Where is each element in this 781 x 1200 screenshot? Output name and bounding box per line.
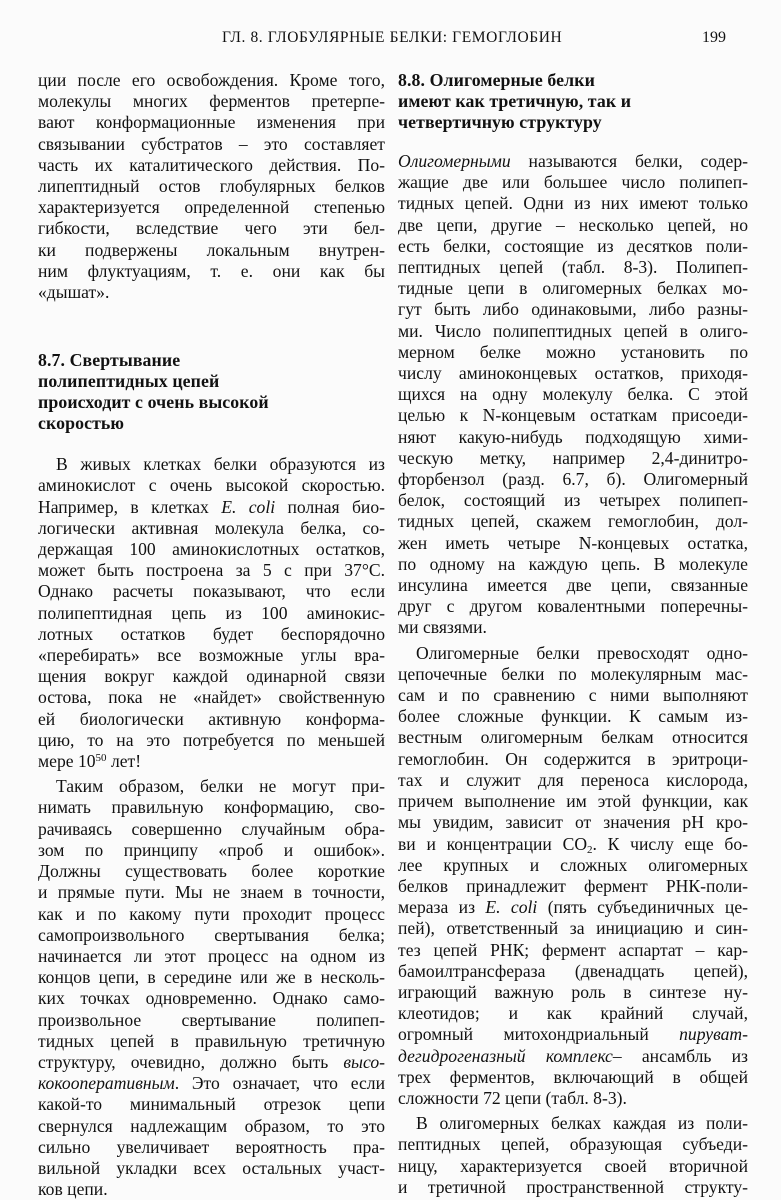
text-line: рачиваясь совершенно случайным обра- — [38, 818, 385, 839]
text-line: логически активная молекула белка, со- — [38, 517, 385, 538]
text-line: липептидный остов глобулярных белков — [38, 176, 385, 197]
text-line: сложности 72 цепи (табл. 8-3). — [398, 1087, 627, 1108]
text-line: вают конформационные изменения при — [38, 112, 385, 133]
text-line: кокооперативным. Это означает, что если — [38, 1073, 385, 1094]
text-line: Однако расчеты показывают, что если — [38, 581, 385, 602]
text-line: тах и служит для переноса кислорода, — [398, 769, 748, 790]
text-line: свернулся надлежащим образом, то это — [38, 1115, 385, 1136]
text-line: дегидрогеназный комплекс– ансамбль из — [398, 1045, 748, 1066]
text-line: тидных цепей. Одни из них имеют только — [398, 193, 748, 214]
heading-line: полипептидных цепей — [38, 371, 220, 392]
italic-term: Олигомерными — [398, 151, 511, 171]
text-line: гибкости, вследствие чего эти бел- — [38, 218, 385, 239]
text-line: начинается ли этот процесс на одном из — [38, 945, 385, 966]
heading-line: скоростью — [38, 413, 125, 434]
running-title: ГЛ. 8. ГЛОБУЛЯРНЫЕ БЕЛКИ: ГЕМОГЛОБИН — [222, 29, 563, 46]
italic-species: E. coli — [221, 496, 276, 517]
text-line: белок, состоящий из четырех полипеп- — [398, 490, 748, 511]
text-line: цию, то на это потребуется по меньшей — [38, 729, 385, 750]
exponent: 50 — [95, 752, 107, 765]
heading-line: 8.8. Олигомерные белки — [398, 70, 595, 90]
running-head — [0, 29, 781, 51]
page-number: 199 — [702, 29, 726, 46]
paragraph-8-7-2 — [38, 776, 385, 1200]
continuation-paragraph — [38, 70, 385, 303]
text-line: ки подвержены локальным внутрен- — [38, 239, 385, 260]
text-line: вильной укладки всех остальных участ- — [38, 1157, 385, 1178]
text-line: остова, пока не «найдет» свойственную — [38, 687, 385, 708]
text-line: самопроизвольного свертывания белка; — [38, 924, 385, 945]
text-line: лотных остатков будет беспорядочно — [38, 623, 385, 644]
text-line: трех ферментов, включающий в общей — [398, 1066, 748, 1087]
text-line: молекулы многих ферментов претерпе- — [38, 91, 385, 112]
left-column — [38, 70, 385, 1200]
text-line: играющий важную роль в синтезе ну- — [398, 981, 748, 1002]
text-line: держащая 100 аминокислотных остатков, — [38, 539, 385, 560]
text-line: мерном белке можно установить по — [398, 341, 748, 362]
text-line: ми связями. — [398, 617, 487, 638]
text-line: Например, в клетках E. coli полная био- — [38, 496, 385, 517]
italic-term: пируват- — [679, 1024, 748, 1045]
paragraph-8-8-3 — [398, 1113, 748, 1198]
text-line: тидных цепей, скажем гемоглобин, дол- — [398, 511, 748, 532]
text-line: ницу, характеризуется своей вторичной — [398, 1155, 748, 1176]
italic-term: высо- — [343, 1051, 385, 1072]
text-line: по одному на каждую цепь. В молекуле — [398, 553, 748, 574]
text-line: Таким образом, белки не могут при- — [56, 776, 385, 797]
text-line: пептидных цепей, образующая субъеди- — [398, 1134, 748, 1155]
text-line: нимать правильную конформацию, сво- — [38, 797, 385, 818]
text-line: жен иметь четыре N-концевых остатка, — [398, 532, 748, 553]
text-line: В олигомерных белках каждая из поли- — [416, 1113, 748, 1134]
text-line: сам и по сравнению с ними выполняют — [398, 685, 748, 706]
text-line: тидных цепей в правильную третичную — [38, 1030, 385, 1051]
text-line: сильно увеличивает вероятность пра- — [38, 1136, 385, 1157]
text-line: ей биологически активную конформа- — [38, 708, 385, 729]
text-line: пей), ответственный за инициацию и син- — [398, 918, 748, 939]
text-line: целью к N-концевым остаткам присоеди- — [398, 405, 748, 426]
text-line: и прямые пути. Мы не знаем в точности, — [38, 882, 385, 903]
section-heading-8-7 — [38, 350, 385, 434]
text-line: есть белки, состоящие из десятков поли- — [398, 235, 748, 256]
text-line: как и по какому пути проходит процесс — [38, 903, 385, 924]
heading-line: четвертичную структуру — [398, 112, 602, 132]
text-line: вестным олигомерным белкам относится — [398, 727, 748, 748]
text-line: две цепи, другие – несколько цепей, но — [398, 214, 748, 235]
text-line: инсулина имеется две цепи, связанные — [398, 575, 748, 596]
text-line: Олигомерными называются белки, содер- — [398, 151, 749, 171]
text-line: произвольное свертывание полипеп- — [38, 1009, 385, 1030]
text-line: числу аминоконцевых остатков, приходя- — [398, 363, 748, 384]
text-line: «дышат». — [38, 282, 110, 303]
text-line: щихся на одну молекулу белка. С этой — [398, 384, 748, 405]
text-line: мы увидим, зависит от значения pH кро- — [398, 812, 748, 833]
section-heading-8-8 — [398, 70, 748, 133]
paragraph-8-8-1 — [398, 151, 748, 639]
text-line: ков цепи. — [38, 1179, 108, 1200]
italic-species: E. coli — [485, 897, 538, 918]
text-line: ви и концентрации $CO_2$. К числу еще бо- — [398, 833, 748, 856]
text-line: ми. Число полипептидных цепей в олиго- — [398, 320, 748, 341]
text-line: мере $10^{50}$ лет! — [38, 751, 142, 772]
text-line: ких точках одновременно. Однако само- — [38, 988, 385, 1009]
heading-line: происходит с очень высокой — [38, 392, 269, 413]
text-line: часть их каталитического действия. По- — [38, 154, 385, 175]
text-line: белков принадлежит фермент РНК-поли- — [398, 875, 748, 896]
heading-line: имеют как третичную, так и — [398, 91, 632, 111]
text-line: Олигомерные белки превосходят одно- — [416, 642, 748, 663]
text-line: цепочечные белки по молекулярным мас- — [398, 663, 748, 684]
paragraph-8-7-1 — [38, 454, 385, 772]
text-line: пептидных цепей (табл. 8-3). Полипеп- — [398, 257, 748, 278]
text-line: мераза из E. coli (пять субъединичных це- — [398, 897, 749, 918]
text-line: бамоилтрансфераза (двенадцать цепей), — [398, 960, 748, 981]
subscript: 2 — [587, 843, 593, 856]
text-line: полипептидная цепь из 100 аминокис- — [38, 602, 385, 623]
text-line: аминокислот с очень высокой скоростью. — [38, 475, 385, 496]
text-line: лее крупных и сложных олигомерных — [398, 854, 748, 875]
text-line: зом по принципу «проб и ошибок». — [38, 839, 385, 860]
text-line: более сложные функции. К самым из- — [398, 706, 748, 727]
text-line: няют какую-нибудь подходящую хими- — [398, 426, 748, 447]
text-line: огромный митохондриальный пируват- — [398, 1024, 748, 1045]
italic-term: кокооперативным — [38, 1073, 175, 1094]
text-line: друг с другом ковалентными поперечны- — [398, 596, 748, 617]
text-line: ческую метку, например 2,4-динитро- — [398, 447, 748, 468]
text-line: фторбензол (разд. 6.7, б). Олигомерный — [398, 469, 748, 490]
italic-term: дегидрогеназный комплекс — [398, 1045, 613, 1066]
heading-line: 8.7. Свертывание — [38, 350, 181, 371]
text-line: гут быть либо одинаковыми, либо разны- — [398, 299, 748, 320]
text-line: ции после его освобождения. Кроме того, — [38, 70, 385, 90]
text-line: структуру, очевидно, должно быть высо- — [38, 1051, 385, 1072]
text-line: Должны существовать более короткие — [38, 861, 385, 882]
text-line: характеризуется определенной степенью — [38, 197, 385, 218]
text-line: какой-то минимальный отрезок цепи — [38, 1094, 385, 1115]
text-line: ним флуктуациям, т. е. они как бы — [38, 260, 385, 281]
right-column — [398, 70, 748, 1198]
text-line: причем выполнение им этой функции, как — [398, 791, 748, 812]
text-line: и третичной пространственной структу- — [398, 1176, 748, 1197]
paragraph-8-8-2 — [398, 643, 748, 1109]
text-line: тидные цепи в олигомерных белках мо- — [398, 278, 748, 299]
text-line: клеотидов; и как крайний случай, — [398, 1003, 748, 1024]
text-line: щения вокруг каждой одинарной связи — [38, 666, 385, 687]
text-line: может быть построена за 5 с при 37°С. — [38, 560, 385, 581]
text-line: связывании субстратов – это составляет — [38, 133, 385, 154]
text-line: гемоглобин. Он содержится в эритроци- — [398, 748, 748, 769]
text-line: «перебирать» все возможные углы вра- — [38, 645, 385, 666]
text-line: тез цепей РНК; фермент аспартат – кар- — [398, 939, 748, 960]
text-line: В живых клетках белки образуются из — [56, 454, 385, 475]
text-line: концов цепи, в середине или же в несколь- — [38, 967, 385, 988]
text-line: жащие две или большее число полипеп- — [398, 172, 748, 193]
